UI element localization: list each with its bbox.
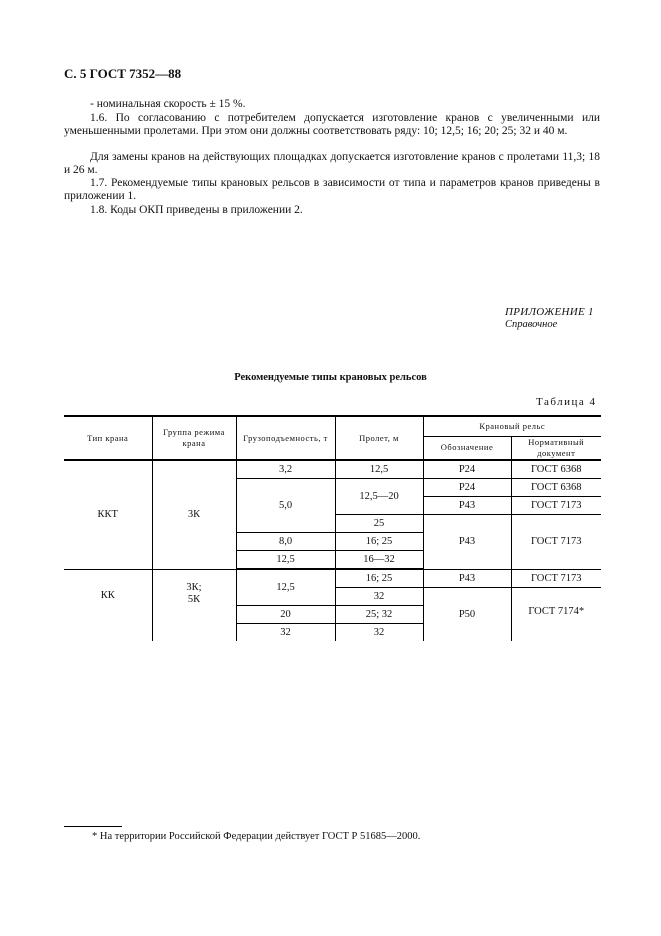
- designation-cell: Р43: [423, 515, 511, 570]
- table-row: [64, 460, 601, 479]
- crane-type-cell: КК: [64, 569, 152, 641]
- col-header-span: Пролет, м: [335, 416, 423, 460]
- paragraph-speed: - номинальная скорость ± 15 %.: [90, 98, 246, 110]
- appendix-title: ПРИЛОЖЕНИЕ 1: [505, 306, 594, 318]
- col-header-crane-type: Тип крана: [64, 416, 152, 460]
- footnote: * На территории Российской Федерации действует ГОСТ Р 51685—2000.: [92, 831, 421, 842]
- mode-group-cell: 3К; 5К: [152, 569, 236, 641]
- designation-cell: Р43: [423, 497, 511, 515]
- rail-table: [64, 415, 601, 641]
- col-header-mode-group: Группа режима крана: [152, 416, 236, 460]
- appendix-subtitle: Справочное: [505, 319, 558, 330]
- document-cell: ГОСТ 7174*: [511, 588, 601, 642]
- capacity-cell: 20: [236, 606, 335, 624]
- capacity-cell: 3,2: [236, 460, 335, 479]
- span-cell: 32: [335, 624, 423, 642]
- span-cell: 16; 25: [335, 533, 423, 551]
- col-header-designation: Обозначение: [423, 436, 511, 460]
- paragraph-1-6: 1.6. По согласованию с потребителем допускается изготовление кранов с увеличенными или уменьшенными пролетами. При этом они должны соответствовать ряду: 10; 12,5; 16; 20; 25; 32 и 40 м.: [64, 112, 600, 137]
- page-header: С. 5 ГОСТ 7352—88: [64, 66, 182, 81]
- paragraph-replacement: Для замены кранов на действующих площадках допускается изготовление кранов с пролетами 11,3; 18 и 26 м.: [64, 151, 600, 176]
- footnote-divider: [64, 826, 122, 827]
- document-cell: ГОСТ 7173: [511, 497, 601, 515]
- col-header-document: Нормативный документ: [511, 436, 601, 460]
- span-cell: 25; 32: [335, 606, 423, 624]
- capacity-cell: 12,5: [236, 569, 335, 606]
- col-header-rail: Крановый рельс: [423, 416, 601, 436]
- document-cell: ГОСТ 7173: [511, 515, 601, 570]
- designation-cell: Р24: [423, 479, 511, 497]
- capacity-cell: 12,5: [236, 551, 335, 570]
- span-cell: 12,5: [335, 460, 423, 479]
- document-cell: ГОСТ 7173: [511, 569, 601, 588]
- paragraph-1-8: 1.8. Коды ОКП приведены в приложении 2.: [90, 204, 303, 216]
- span-cell: 16—32: [335, 551, 423, 570]
- table-heading: Рекомендуемые типы крановых рельсов: [234, 372, 427, 383]
- span-cell: 16; 25: [335, 569, 423, 588]
- document-cell: ГОСТ 6368: [511, 460, 601, 479]
- capacity-cell: 32: [236, 624, 335, 642]
- capacity-cell: 8,0: [236, 533, 335, 551]
- col-header-capacity: Грузоподъемность, т: [236, 416, 335, 460]
- designation-cell: Р50: [423, 588, 511, 642]
- capacity-cell: 5,0: [236, 479, 335, 533]
- table-row: [64, 569, 601, 588]
- mode-group-cell: 3К: [152, 460, 236, 569]
- paragraph-1-7: 1.7. Рекомендуемые типы крановых рельсов в зависимости от типа и параметров кранов приведены в приложении 1.: [64, 177, 600, 202]
- crane-type-cell: ККТ: [64, 460, 152, 569]
- designation-cell: Р43: [423, 569, 511, 588]
- table-label: Таблица 4: [536, 396, 597, 408]
- document-cell: ГОСТ 6368: [511, 479, 601, 497]
- span-cell: 25: [335, 515, 423, 533]
- span-cell: 32: [335, 588, 423, 606]
- span-cell: 12,5—20: [335, 479, 423, 515]
- designation-cell: Р24: [423, 460, 511, 479]
